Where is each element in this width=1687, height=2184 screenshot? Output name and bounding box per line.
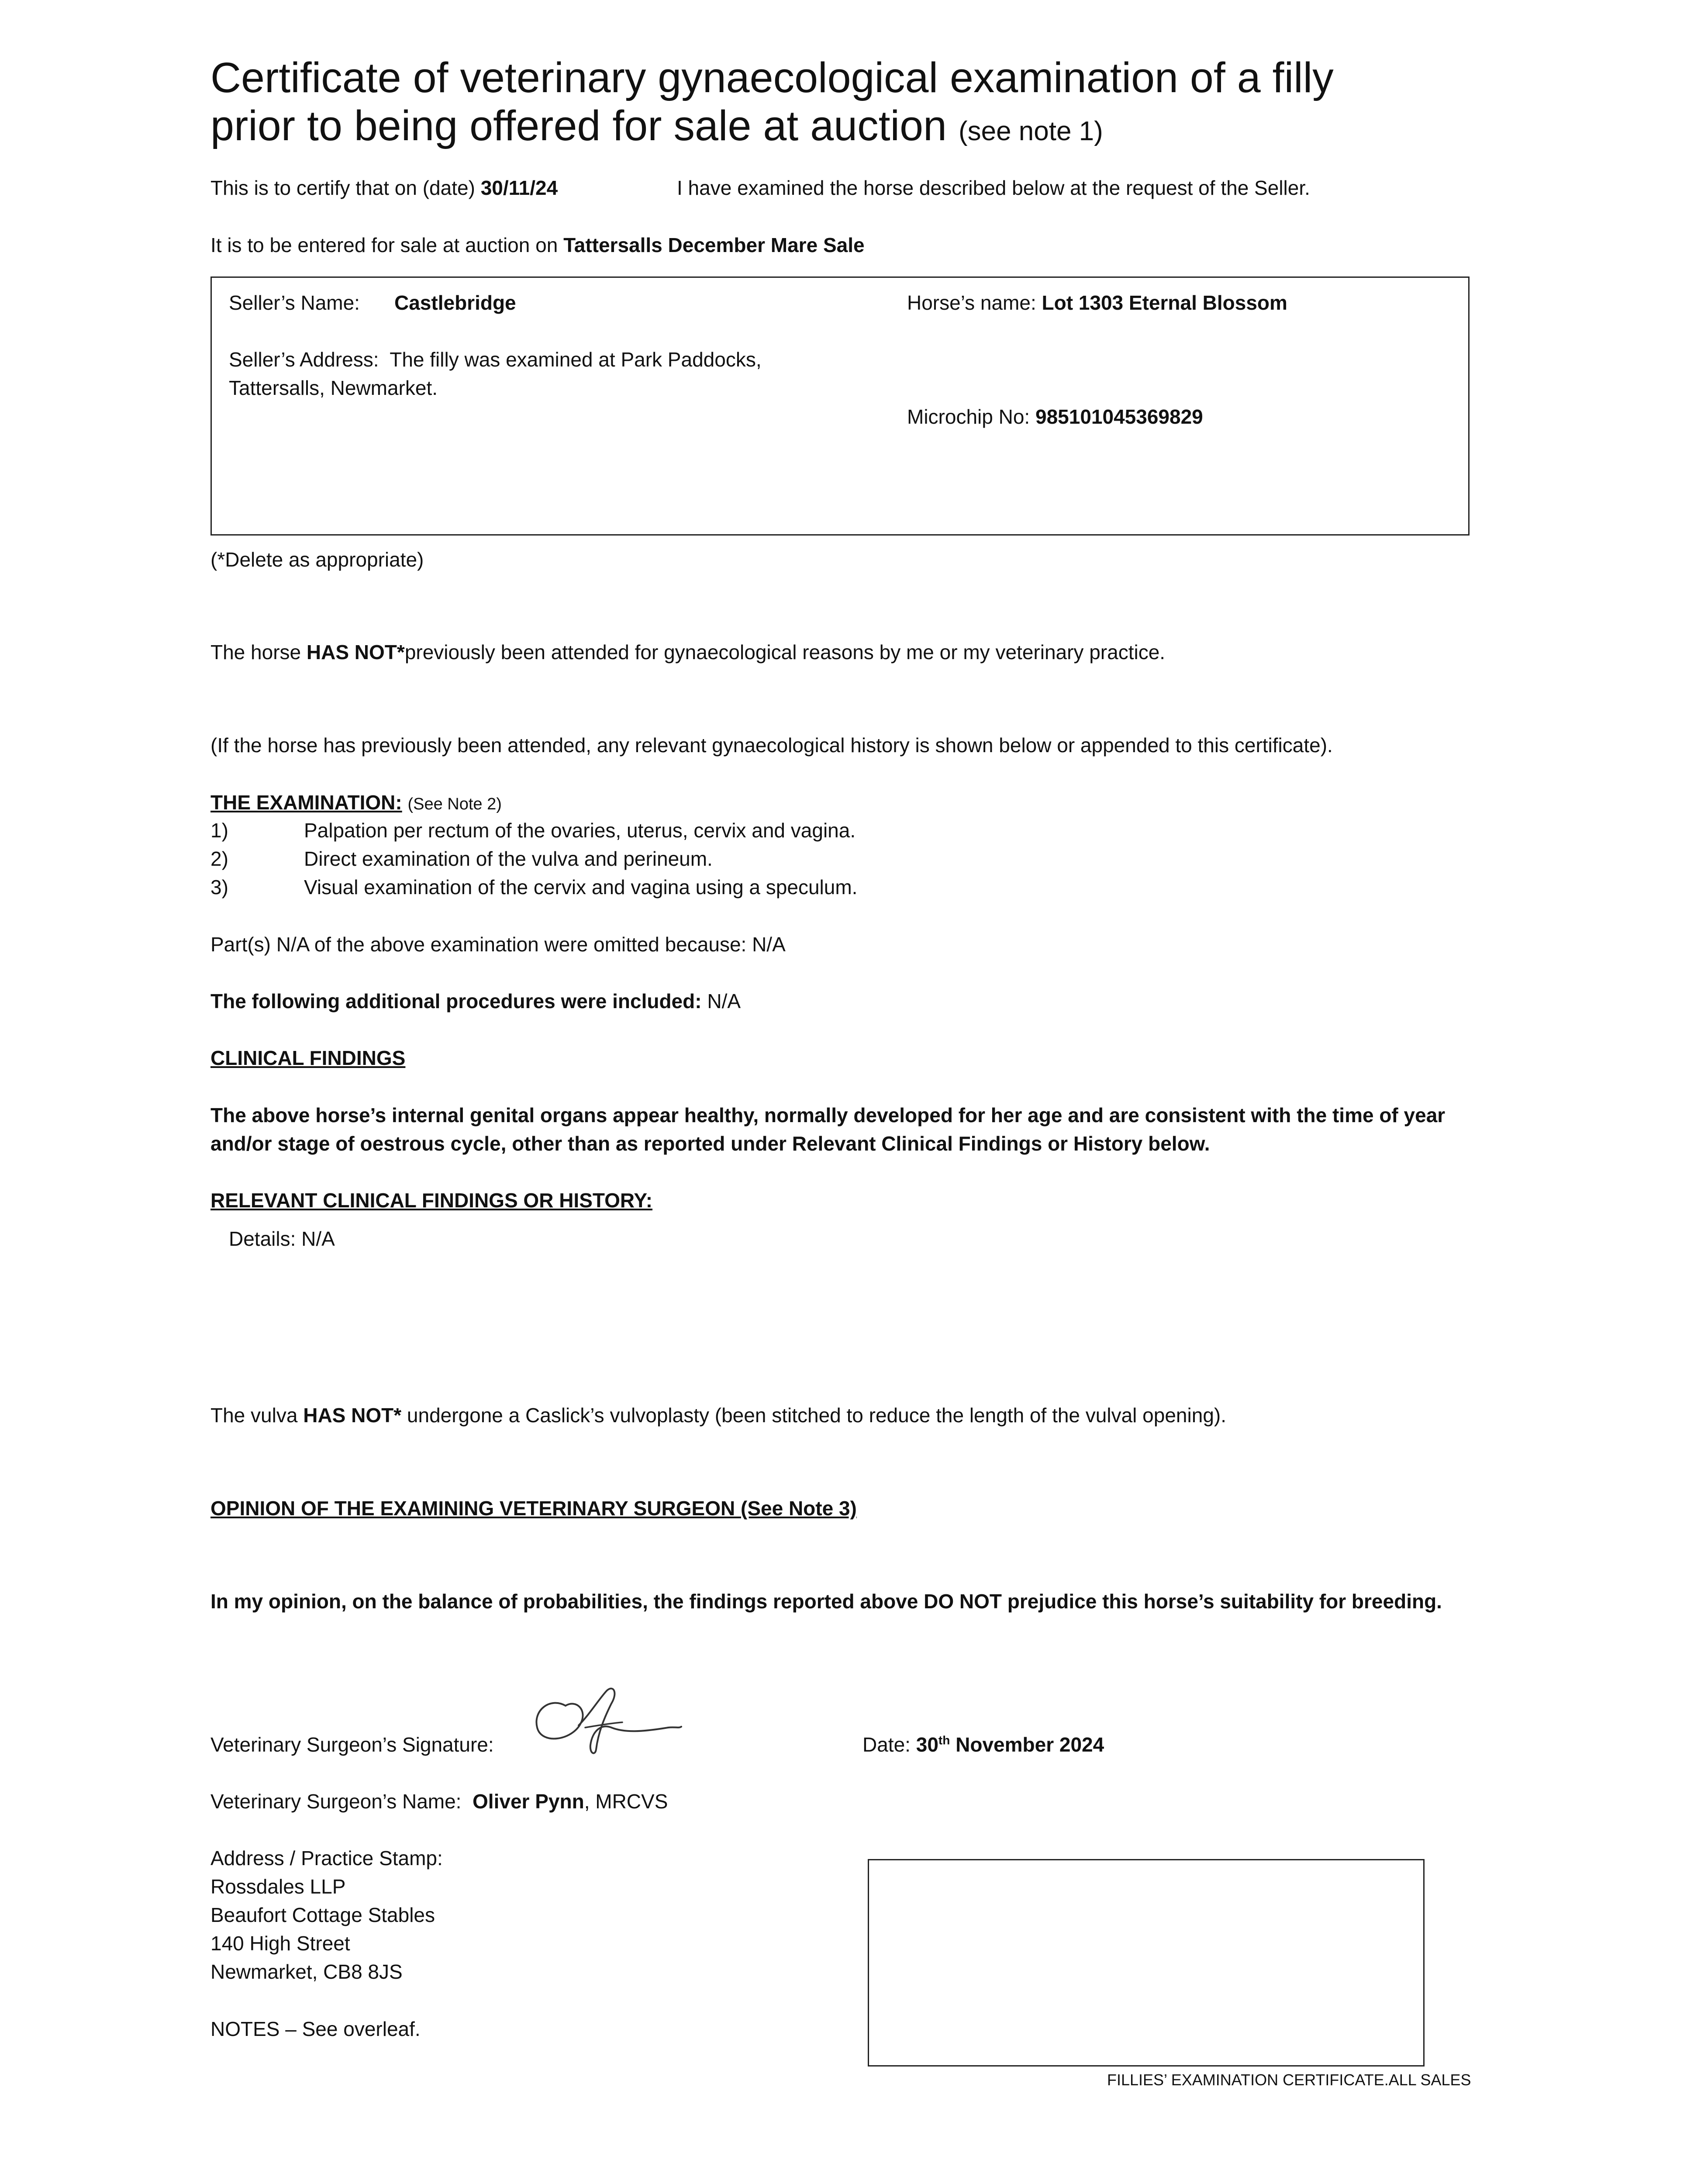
signature-date-label: Date:	[862, 1733, 911, 1756]
surgeon-name-line	[210, 1787, 668, 1815]
clinical-findings-line2: and/or stage of oestrous cycle, other than as reported under Relevant Clinical Findings or History below.	[210, 1132, 1210, 1155]
vulva-status: HAS NOT*	[303, 1404, 402, 1427]
certify-intro	[210, 174, 558, 202]
certificate-title-line2	[210, 102, 1103, 155]
exam-item-3-text: Visual examination of the cervix and vagina using a speculum.	[304, 876, 858, 898]
footer-text: FILLIES’ EXAMINATION CERTIFICATE.ALL SALES	[1107, 2071, 1471, 2089]
clinical-findings-heading: CLINICAL FINDINGS	[210, 1047, 406, 1069]
address-line-4: Newmarket, CB8 8JS	[210, 1960, 403, 1983]
signature-label: Veterinary Surgeon’s Signature:	[210, 1733, 494, 1756]
seller-address-value-1: The filly was examined at Park Paddocks,	[390, 348, 762, 371]
additional-label: The following additional procedures were included:	[210, 990, 702, 1013]
signature-date	[862, 1731, 1104, 1759]
attended-status: HAS NOT*	[306, 641, 405, 663]
seller-name-label: Seller’s Name:	[229, 291, 360, 314]
attended-prefix: The horse	[210, 641, 301, 663]
certify-intro-text: This is to certify that on (date)	[210, 176, 475, 199]
sale-intro: It is to be entered for sale at auction on	[210, 234, 558, 256]
signature-image	[524, 1679, 690, 1762]
horse-name-line	[907, 289, 1287, 317]
exam-item-2-text: Direct examination of the vulva and perineum.	[304, 847, 713, 870]
additional-value: N/A	[707, 990, 741, 1013]
certify-examined-text: I have examined the horse described below at the request of the Seller.	[677, 176, 1310, 199]
vulva-statement	[210, 1401, 1226, 1429]
address-label: Address / Practice Stamp:	[210, 1847, 443, 1870]
seller-address-value-2: Tattersalls, Newmarket.	[229, 377, 438, 399]
microchip-number: 985101045369829	[1035, 405, 1203, 428]
omitted-statement: Part(s) N/A of the above examination were omitted because: N/A	[210, 933, 786, 956]
relevant-findings-heading: RELEVANT CLINICAL FINDINGS OR HISTORY:	[210, 1189, 653, 1212]
seller-name: Castlebridge	[394, 291, 516, 314]
seller-address-label: Seller’s Address:	[229, 348, 379, 371]
horse-name: Lot 1303 Eternal Blossom	[1042, 291, 1287, 314]
relevant-findings-details: Details: N/A	[229, 1227, 335, 1250]
sale-line	[210, 231, 865, 259]
attended-suffix: previously been attended for gynaecological reasons by me or my veterinary practice.	[404, 641, 1166, 663]
surgeon-name-label: Veterinary Surgeon’s Name:	[210, 1790, 462, 1813]
vulva-prefix: The vulva	[210, 1404, 298, 1427]
attended-statement	[210, 638, 1165, 666]
signature-date-rest: November 2024	[956, 1733, 1104, 1756]
certificate-title-line1: Certificate of veterinary gynaecological examination of a filly	[210, 54, 1334, 101]
examination-heading-note: (See Note 2)	[407, 795, 502, 813]
certificate-title-line2-text: prior to being offered for sale at auction	[210, 102, 947, 149]
exam-item-1-text: Palpation per rectum of the ovaries, uterus, cervix and vagina.	[304, 819, 856, 842]
signature-date-day: 30	[916, 1733, 938, 1756]
practice-stamp-box	[868, 1859, 1425, 2067]
clinical-findings-line1: The above horse’s internal genital organs appear healthy, normally developed for her age and are consistent with the time of year	[210, 1104, 1446, 1127]
address-line-1: Rossdales LLP	[210, 1875, 346, 1898]
history-note: (If the horse has previously been attended, any relevant gynaecological history is shown below or appended to this certificate).	[210, 734, 1333, 757]
opinion-text: In my opinion, on the balance of probabilities, the findings reported above DO NOT prejudice this horse’s suitability for breeding.	[210, 1590, 1442, 1613]
title-note: (see note 1)	[958, 116, 1103, 146]
exam-item-1-num: 1)	[210, 819, 228, 842]
exam-item-2-num: 2)	[210, 847, 228, 870]
additional-procedures	[210, 987, 741, 1015]
exam-item-3-num: 3)	[210, 876, 228, 898]
examination-heading-line	[210, 788, 502, 818]
seller-address-line1	[229, 346, 762, 373]
surgeon-qualification: , MRCVS	[584, 1790, 668, 1813]
examination-date: 30/11/24	[480, 176, 558, 199]
delete-note: (*Delete as appropriate)	[210, 548, 424, 571]
microchip-label: Microchip No:	[907, 405, 1030, 428]
horse-name-label: Horse’s name:	[907, 291, 1036, 314]
address-line-2: Beaufort Cottage Stables	[210, 1904, 435, 1926]
opinion-heading: OPINION OF THE EXAMINING VETERINARY SURGEON (See Note 3)	[210, 1497, 857, 1520]
vulva-suffix: undergone a Caslick’s vulvoplasty (been stitched to reduce the length of the vulval opening).	[407, 1404, 1227, 1427]
examination-heading: THE EXAMINATION:	[210, 791, 402, 814]
notes-line: NOTES – See overleaf.	[210, 2018, 421, 2040]
sale-name: Tattersalls December Mare Sale	[563, 234, 865, 256]
surgeon-name: Oliver Pynn	[473, 1790, 584, 1813]
microchip-line	[907, 403, 1203, 431]
address-line-3: 140 High Street	[210, 1932, 350, 1955]
signature-date-suffix: th	[938, 1733, 950, 1747]
